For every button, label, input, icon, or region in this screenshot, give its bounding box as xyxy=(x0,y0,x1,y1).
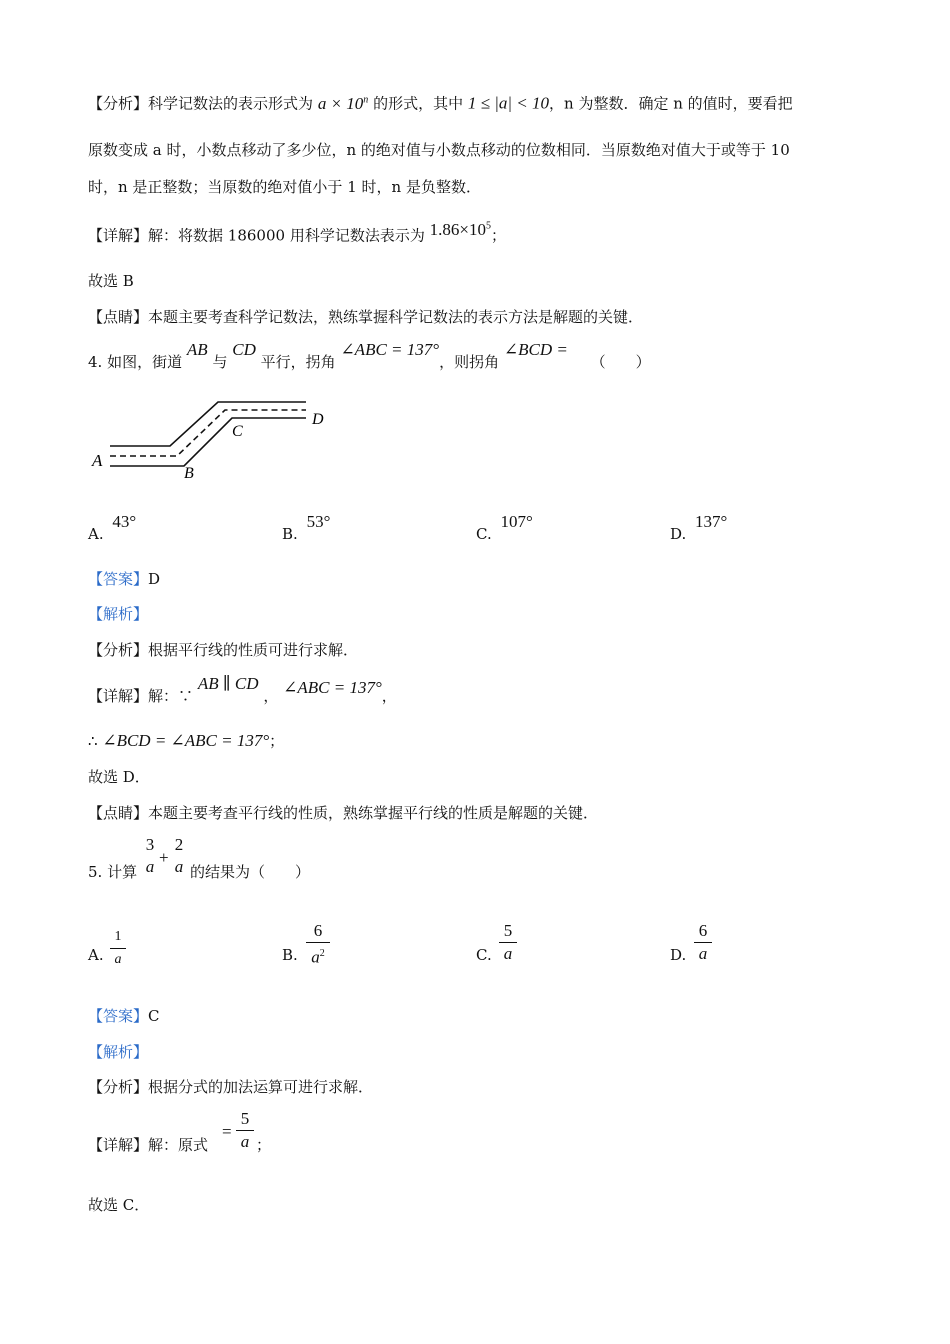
sci-result: $1.86\times 10^5$ xyxy=(429,219,491,239)
figure-label-b: B xyxy=(184,465,194,482)
choice-line: 故选 B xyxy=(88,272,134,290)
math-parallel: AB ∥ CD xyxy=(197,674,259,693)
comment-text: 本题主要考查科学记数法，熟练掌握科学记数法的表示方法是解题的关键． xyxy=(148,308,644,326)
math-therefore: ∠BCD = ∠ABC = 137° xyxy=(102,731,270,750)
q4-detail-line: 【详解】解：∵ AB ∥ CD ， ∠ABC = 137°， xyxy=(88,674,397,705)
analysis-tag: 【分析】 xyxy=(88,94,149,113)
question-5-stem: 5. 计算 xyxy=(88,863,138,881)
q4-option-c[interactable]: C. 107° xyxy=(476,512,533,543)
analysis-text-c: ，n 为整数．确定 n 的值时，要看把 xyxy=(549,94,793,113)
range-formula: 1 ≤ |a| < 10 xyxy=(467,93,550,113)
analysis-text-b: 的形式，其中 xyxy=(373,94,464,113)
analysis-line-1 xyxy=(88,90,793,114)
q4-option-a[interactable]: A. 43° xyxy=(88,512,137,543)
q5-detail-end: ； xyxy=(256,1136,272,1154)
q5-option-d[interactable]: D. xyxy=(670,946,687,964)
q5-choice-line: 故选 C． xyxy=(88,1196,150,1214)
q5-option-b[interactable]: B. xyxy=(282,946,298,964)
q4-jiexi-tag: 【解析】 xyxy=(88,605,149,623)
q4-answer: D xyxy=(148,570,161,588)
q4-analysis-line: 【分析】根据平行线的性质可进行求解． xyxy=(88,641,359,659)
answer-tag: 【答案】 xyxy=(88,570,149,588)
math-angle-abc-2: ∠ABC = 137° xyxy=(283,678,382,697)
figure-label-c: C xyxy=(232,423,243,440)
analysis-text: 科学记数法的表示形式为 xyxy=(148,94,314,113)
math-angle-abc: ∠ABC = 137° xyxy=(340,340,440,359)
q4-answer-line xyxy=(88,569,160,589)
q4-choice-line: 故选 D． xyxy=(88,768,150,786)
q5-detail-line: 【详解】解：原式 xyxy=(88,1136,209,1154)
q4-comment-line: 【点睛】本题主要考查平行线的性质，熟练掌握平行线的性质是解题的关键． xyxy=(88,804,599,822)
question-4-stem: 4. 如图，街道 AB 与 CD 平行，拐角 ∠ABC = 137°，则拐角 ∠BCD = （ ） xyxy=(88,340,651,371)
math-ab: AB xyxy=(186,340,208,359)
q5-option-b-fraction: 6 $a^2$ xyxy=(306,922,330,967)
figure-label-d: D xyxy=(312,411,324,428)
detail-line: 【详解】解：将数据 186000 用科学记数法表示为 $1.86\times 10^5$； xyxy=(88,219,506,245)
math-angle-bcd: ∠BCD = xyxy=(503,340,568,359)
q5-option-a[interactable]: A. xyxy=(88,946,104,964)
question-5-stem-end: 的结果为（ ） xyxy=(190,863,311,881)
sci-notation-formula: $a \times 10^n$ xyxy=(317,93,369,113)
q5-fraction-1: 3 a xyxy=(145,835,155,876)
comment-tag: 【点睛】 xyxy=(88,308,149,326)
q5-fraction-2: 2 a xyxy=(174,835,184,876)
therefore-symbol: ∴ xyxy=(88,732,98,750)
q5-jiexi-tag: 【解析】 xyxy=(88,1043,149,1061)
street-centerline xyxy=(110,410,306,456)
q4-option-b[interactable]: B. 53° xyxy=(282,512,331,543)
q5-answer-line: 【答案】C xyxy=(88,1007,160,1025)
q5-answer: C xyxy=(148,1007,160,1025)
q4-option-d[interactable]: D. 137° xyxy=(670,512,728,543)
q5-detail-fraction: 5 a xyxy=(236,1110,254,1151)
figure-label-a: A xyxy=(92,451,103,470)
q4-therefore-line: ∴ ∠BCD = ∠ABC = 137°； xyxy=(88,731,285,750)
math-cd: CD xyxy=(232,340,256,359)
analysis-line-2: 原数变成 a 时，小数点移动了多少位，n 的绝对值与小数点移动的位数相同．当原数绝对值大于或等于 10 xyxy=(88,141,790,159)
comment-line xyxy=(88,307,643,327)
q5-option-c[interactable]: C. xyxy=(476,946,492,964)
equals-sign: = xyxy=(222,1122,232,1141)
q5-option-d-fraction: 6 a xyxy=(694,922,712,963)
detail-text: 解：将数据 186000 用科学记数法表示为 xyxy=(148,226,425,245)
q5-option-c-fraction: 5 a xyxy=(499,922,517,963)
analysis-line-3: 时，n 是正整数；当原数的绝对值小于 1 时，n 是负整数． xyxy=(88,178,481,196)
street-outer-edge xyxy=(110,402,306,446)
plus-sign: + xyxy=(159,848,169,867)
street-figure xyxy=(88,390,348,490)
q5-option-a-fraction: 1 a xyxy=(110,928,126,969)
detail-tag: 【详解】 xyxy=(88,226,149,245)
q5-analysis-line: 【分析】根据分式的加法运算可进行求解． xyxy=(88,1078,374,1096)
